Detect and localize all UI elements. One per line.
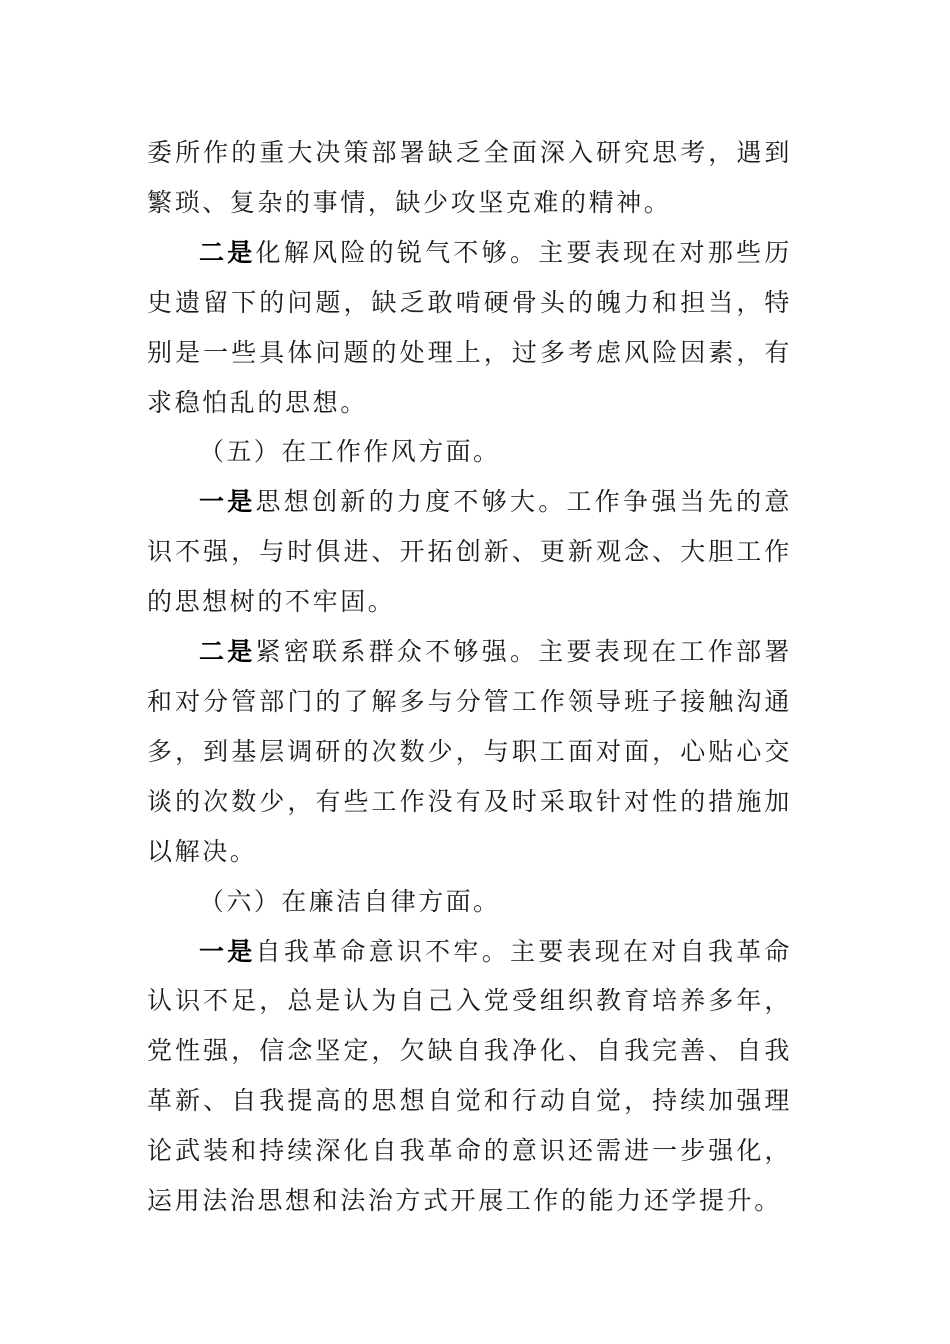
point-lead: 二是 — [199, 237, 256, 267]
paragraph-text: 思想创新的力度不够大。工作争强当先的意识不强，与时俱进、开拓创新、更新观念、大胆工作的思想树的不牢固。 — [147, 487, 792, 617]
paragraph-text: 紧密联系群众不够强。主要表现在工作部署和对分管部门的了解多与分管工作领导班子接触沟通多，到基层调研的次数少，与职工面对面，心贴心交谈的次数少，有些工作没有及时采取针对性的措施加以解决。 — [147, 637, 792, 866]
section-heading-work-style — [147, 427, 792, 477]
section-heading-integrity — [147, 877, 792, 927]
paragraph-text: 委所作的重大决策部署缺乏全面深入研究思考，遇到繁琐、复杂的事情，缺少攻坚克难的精神。 — [147, 138, 792, 217]
paragraph-text: 自我革命意识不牢。主要表现在对自我革命认识不足，总是认为自己入党受组织教育培养多年，党性强，信念坚定，欠缺自我净化、自我完善、自我革新、自我提高的思想自觉和行动自觉，持续加强理论武装和持续深化自我革命的意识还需进一步强化，运用法治思想和法治方式开展工作的能力还学提升。 — [147, 936, 792, 1216]
point-lead: 一是 — [199, 936, 256, 966]
point-lead: 二是 — [199, 637, 256, 667]
document-body — [147, 128, 792, 1226]
paragraph-point-masses — [147, 627, 792, 877]
paragraph-text: 化解风险的锐气不够。主要表现在对那些历史遗留下的问题，缺乏敢啃硬骨头的魄力和担当，特别是一些具体问题的处理上，过多考虑风险因素，有求稳怕乱的思想。 — [147, 237, 792, 417]
section-heading-text: （六）在廉洁自律方面。 — [199, 886, 501, 916]
section-heading-text: （五）在工作作风方面。 — [199, 437, 501, 467]
paragraph-point-risk — [147, 228, 792, 428]
paragraph-point-self-revolution — [147, 927, 792, 1226]
paragraph-point-innovation — [147, 477, 792, 627]
paragraph-continuation — [147, 128, 792, 228]
point-lead: 一是 — [199, 487, 256, 517]
